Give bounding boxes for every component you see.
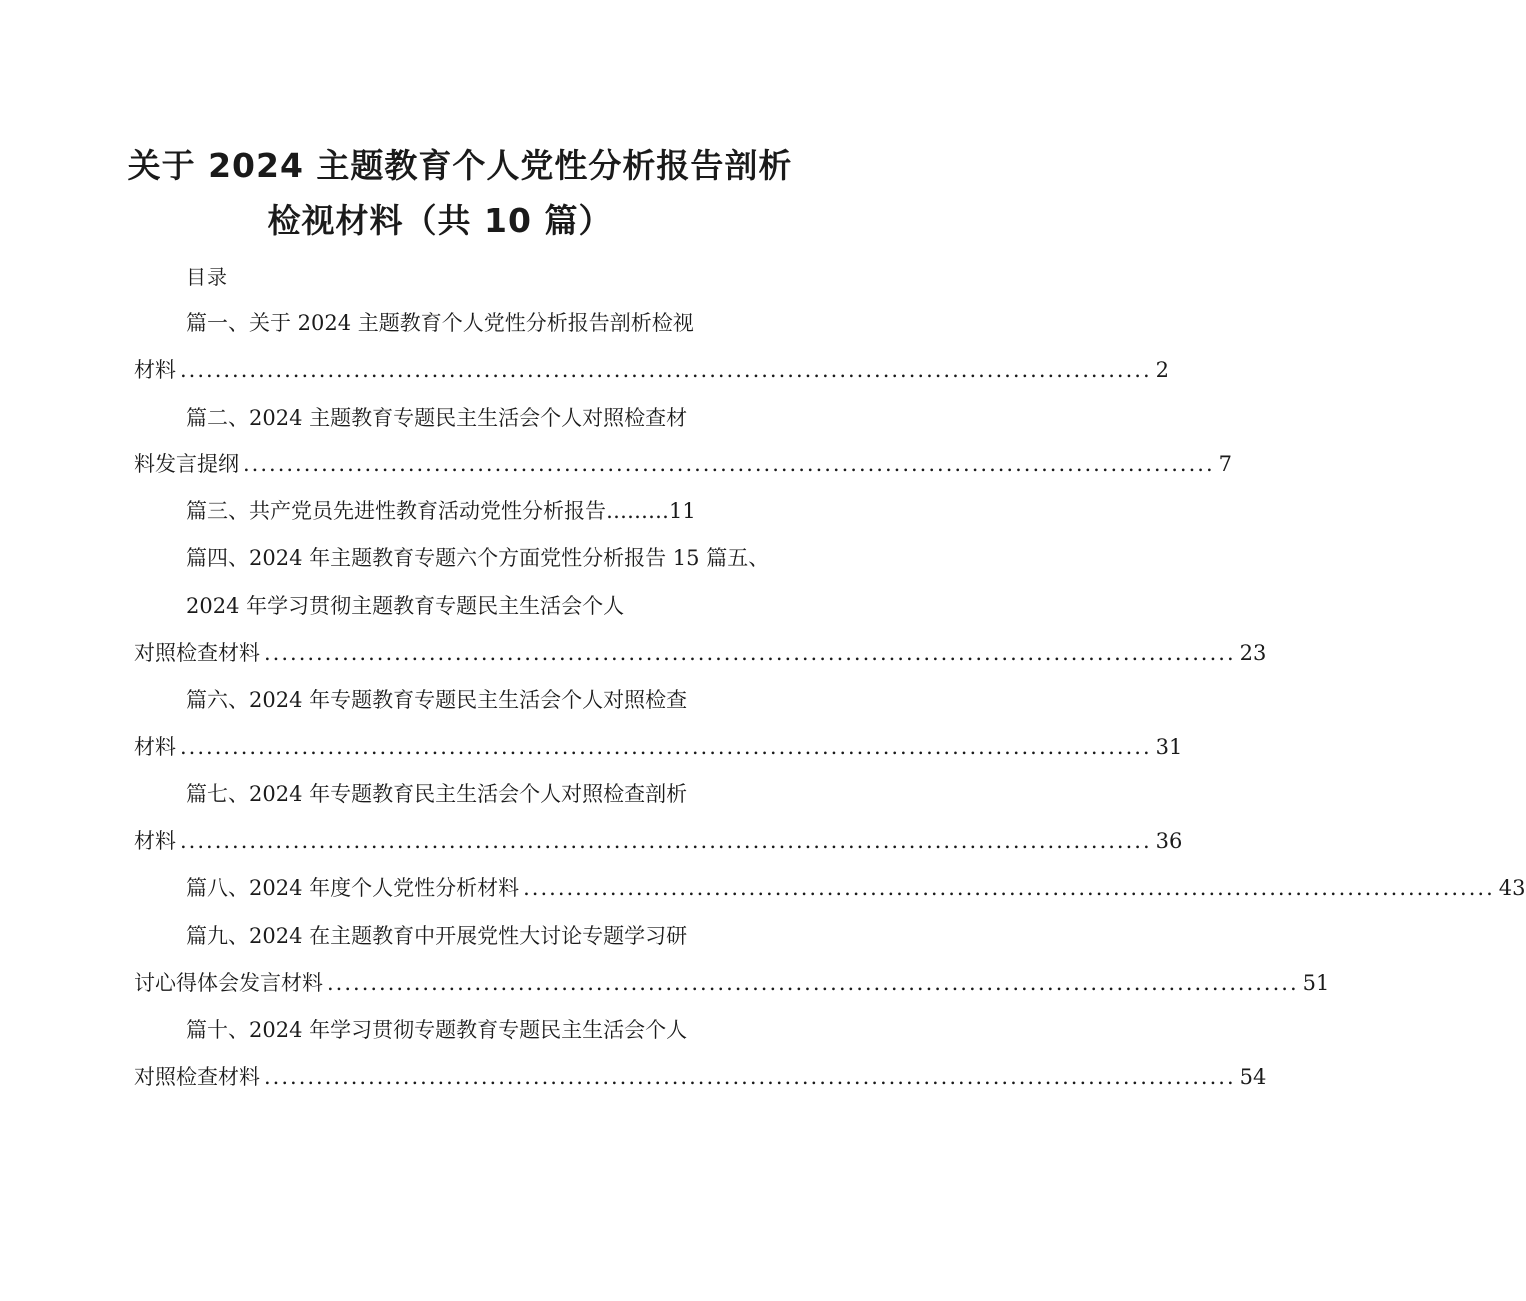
toc-page-number: 54 (1239, 1065, 1267, 1089)
toc-entry-1-line-1[interactable]: 篇一、关于 2024 主题教育个人党性分析报告剖析检视 (186, 311, 694, 335)
toc-page-number: 7 (1218, 452, 1233, 476)
toc-entry-8[interactable] (186, 873, 1526, 903)
toc-leader-dots: ................................................................................................................ (180, 735, 1152, 759)
toc-page-number: 31 (1155, 735, 1183, 759)
toc-entry-7-line-1[interactable]: 篇七、2024 年专题教育民主生活会个人对照检查剖析 (186, 782, 688, 806)
toc-page-number: 36 (1155, 829, 1183, 853)
toc-entry-6-line-2[interactable] (134, 732, 1183, 762)
toc-entry-9-line-1[interactable]: 篇九、2024 在主题教育中开展党性大讨论专题学习研 (186, 924, 688, 948)
toc-page-number: 51 (1302, 971, 1330, 995)
toc-entry-5-line-1[interactable]: 2024 年学习贯彻主题教育专题民主生活会个人 (186, 594, 625, 618)
toc-leader-dots: ................................................................................................................ (264, 1065, 1236, 1089)
toc-entry-10-line-2[interactable] (134, 1062, 1267, 1092)
toc-entry-text: 料发言提纲 (134, 452, 239, 476)
toc-entry-2-line-2[interactable] (134, 449, 1233, 479)
toc-entry-1-line-2[interactable] (134, 355, 1170, 385)
toc-entry-5-line-2[interactable] (134, 638, 1267, 668)
toc-leader-dots: ................................................................................................................ (180, 358, 1152, 382)
toc-leader-dots: ................................................................................................................ (180, 829, 1152, 853)
toc-entry-10-line-1[interactable]: 篇十、2024 年学习贯彻专题教育专题民主生活会个人 (186, 1018, 688, 1042)
toc-entry-9-line-2[interactable] (134, 968, 1330, 998)
toc-entry-2-line-1[interactable]: 篇二、2024 主题教育专题民主生活会个人对照检查材 (186, 406, 688, 430)
toc-heading: 目录 (186, 265, 228, 289)
toc-leader-dots: ................................................................................................................ (264, 641, 1236, 665)
toc-entry-text: 对照检查材料 (134, 1065, 260, 1089)
document-title-line-1: 关于 2024 主题教育个人党性分析报告剖析 (127, 146, 793, 185)
toc-page-number: 23 (1239, 641, 1267, 665)
toc-leader-dots: ................................................................................................................ (523, 876, 1495, 900)
toc-page-number: 2 (1155, 358, 1170, 382)
toc-entry-text: 篇八、2024 年度个人党性分析材料 (186, 876, 520, 900)
toc-entry-4[interactable]: 篇四、2024 年主题教育专题六个方面党性分析报告 15 篇五、 (186, 546, 770, 570)
toc-entry-text: 讨心得体会发言材料 (134, 971, 323, 995)
toc-leader-dots: ................................................................................................................ (243, 452, 1215, 476)
toc-entry-3[interactable]: 篇三、共产党员先进性教育活动党性分析报告………11 (186, 499, 696, 523)
toc-entry-text: 材料 (134, 358, 176, 382)
document-title-line-2: 检视材料（共 10 篇） (267, 201, 613, 240)
toc-entry-6-line-1[interactable]: 篇六、2024 年专题教育专题民主生活会个人对照检查 (186, 688, 688, 712)
toc-entry-text: 材料 (134, 829, 176, 853)
toc-page-number: 43 (1498, 876, 1526, 900)
toc-entry-text: 材料 (134, 735, 176, 759)
toc-entry-7-line-2[interactable] (134, 826, 1183, 856)
toc-leader-dots: ................................................................................................................ (327, 971, 1299, 995)
toc-entry-text: 对照检查材料 (134, 641, 260, 665)
